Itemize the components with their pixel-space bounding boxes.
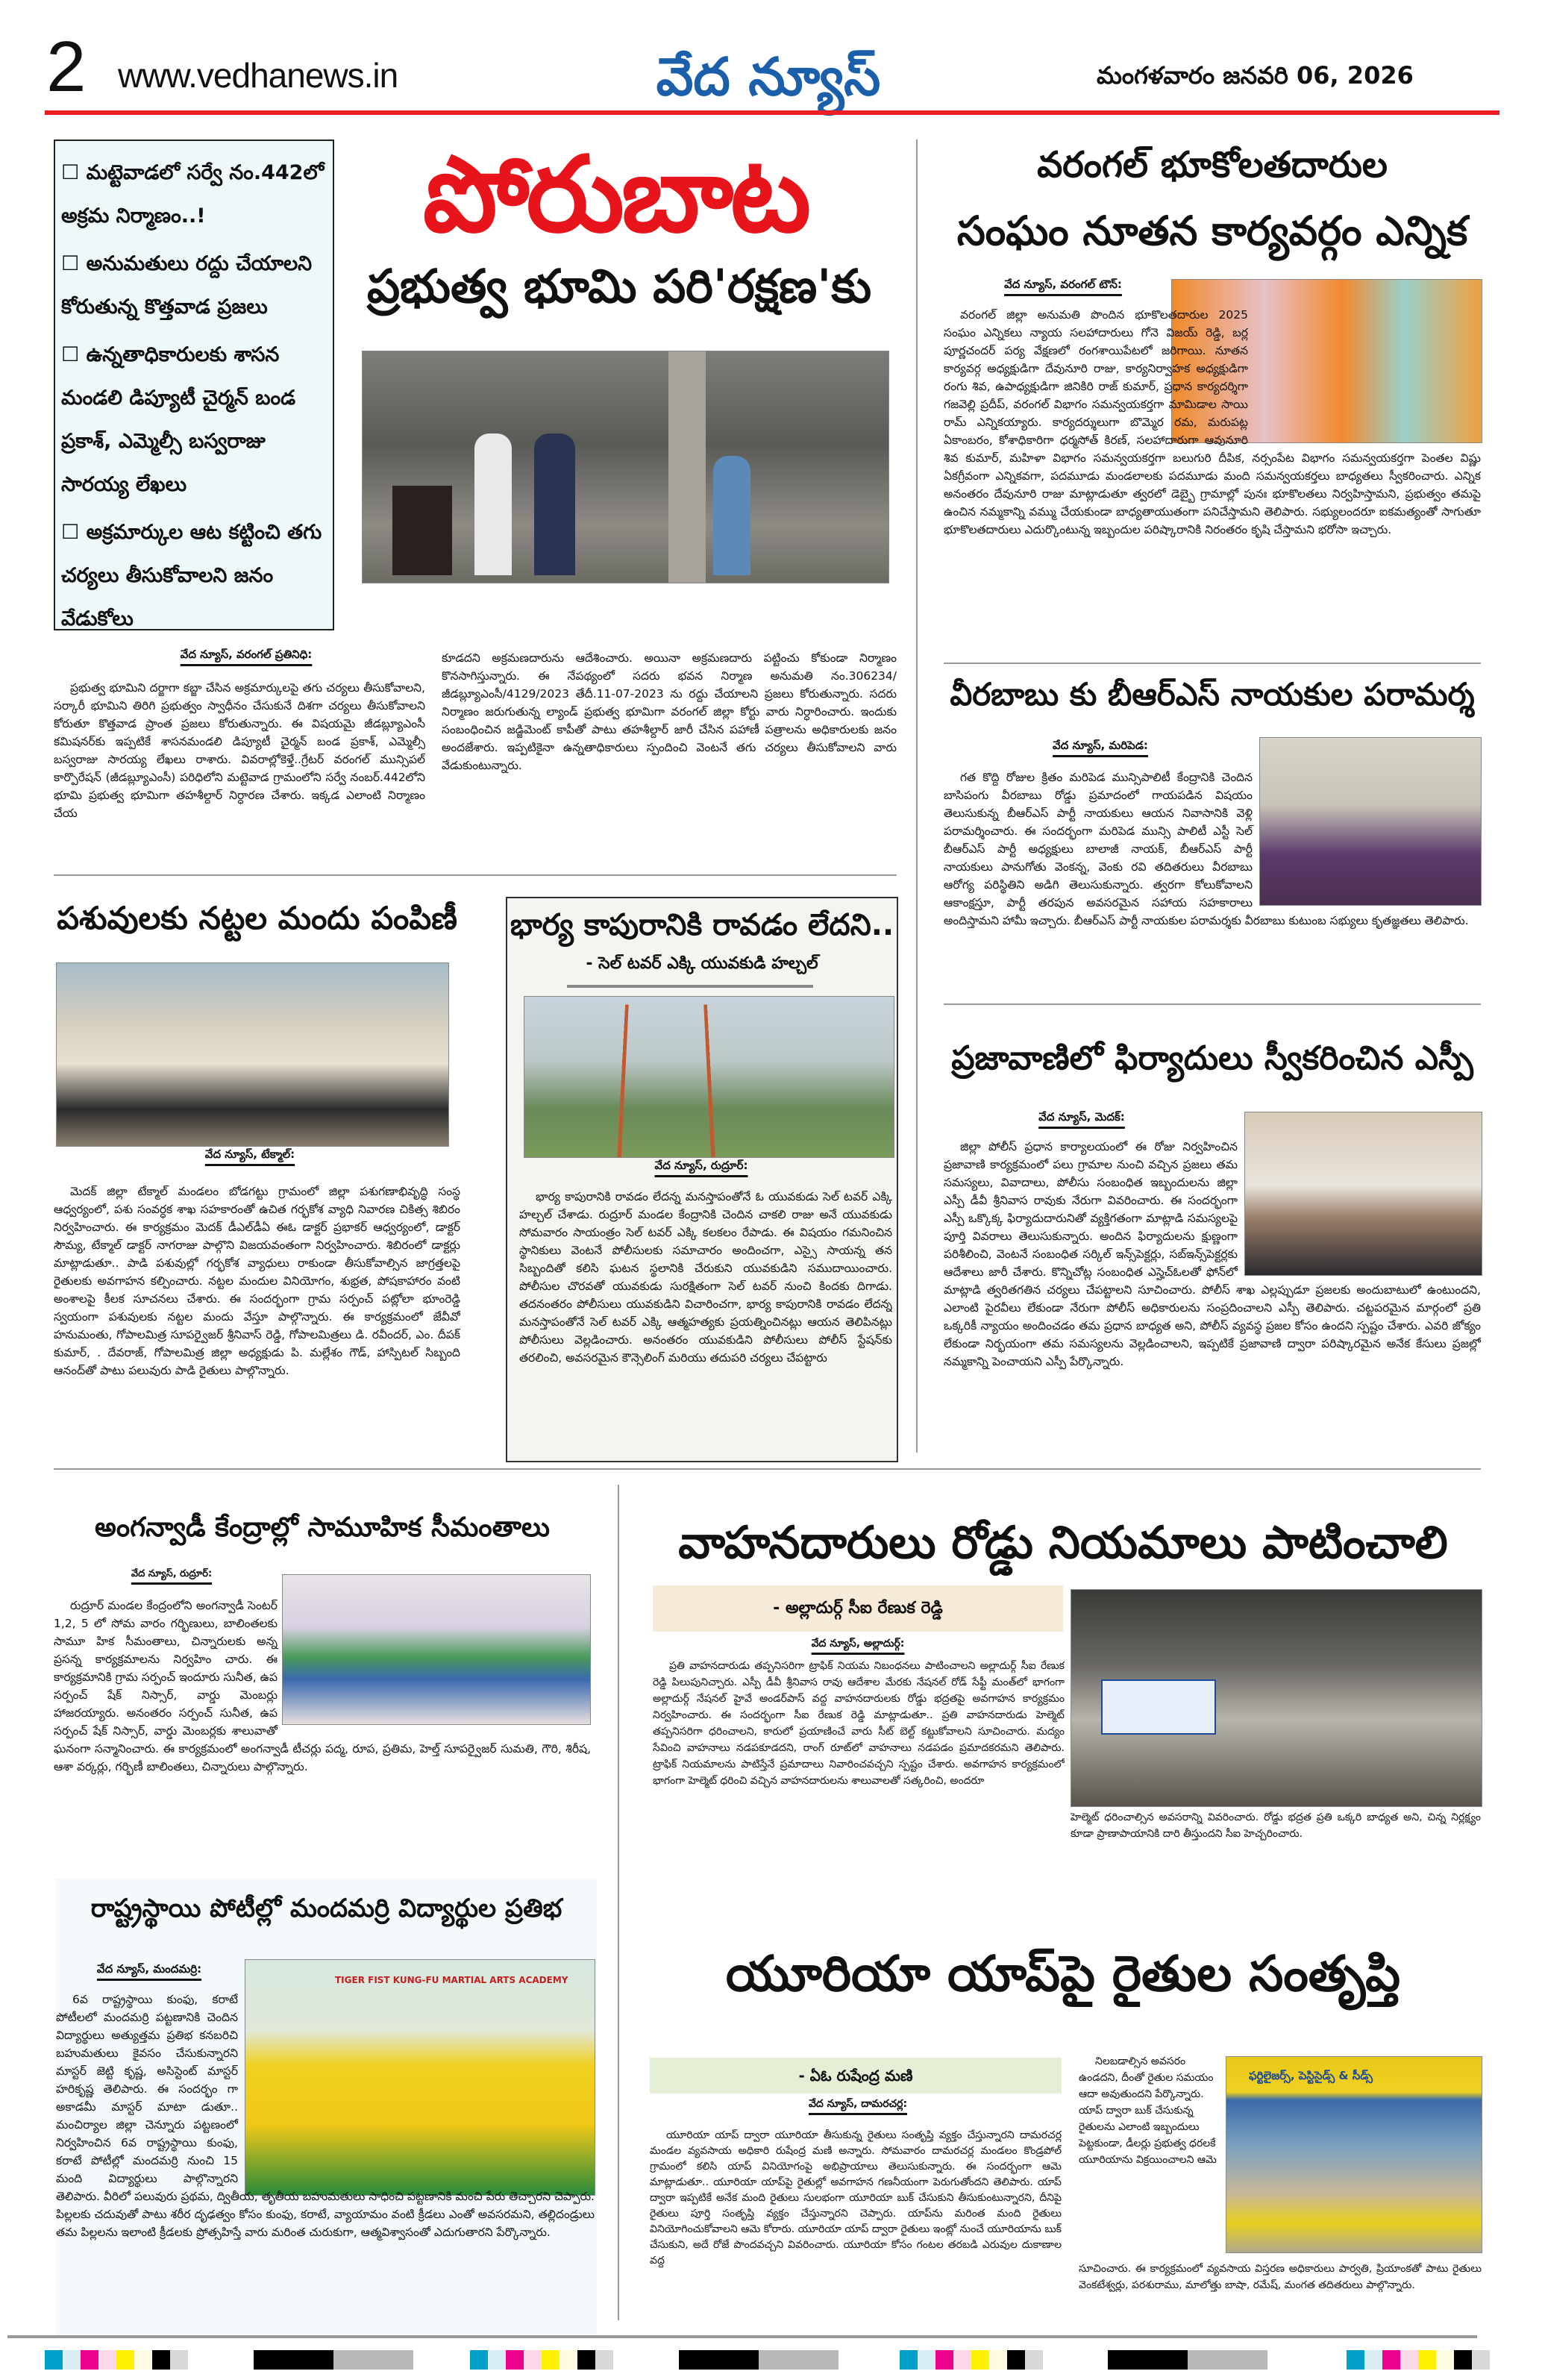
anganwadi-headline: అంగన్వాడీ కేంద్రాల్లో సామూహిక సీమంతాలు <box>95 1512 550 1543</box>
veerababu-body <box>944 768 1481 962</box>
urea-byline: వేద న్యూస్, దామరచర్ల: <box>808 2098 908 2110</box>
karate-body <box>56 1991 595 2326</box>
highlight-text: అనుమతులు రద్దు చేయాలని కోరుతున్న కొత్తవాడ ప్రజలు <box>61 252 313 319</box>
urea-body-side: నిలబడాల్సిన అవసరం ఉండదని, దీంతో రైతుల సమయం ఆదా అవుతుందని పేర్కొన్నారు. యాప్ ద్వారా బుక్ చేసుకున్న రైతులను ఎలాంటి ఇబ్బందులు పెట్టకుండా, డీలర్లు ప్రభుత్వ ధరలకే యూరియాను విక్రయించాలని ఆమె <box>1079 2055 1217 2166</box>
urea-body: యూరియా యాప్ ద్వారా యూరియా తీసుకున్న రైతులు సంతృప్తి వ్యక్తం చేస్తున్నారని దామరచర్ల మండల వ్యవసాయ అధికారి రుషేంద్ర మణి అన్నారు. సోమవారం దామరచర్ల మండలం కొండ్రపోల్ గ్రామంలో కలిసి యాప్ వినియోగంపై అభిప్రాయాలు తెలుసుకున్నారు. ఈ సందర్భంగా ఆమె మాట్లాడుతూ.. యూరియా యాప్‌పై రైతుల్లో అవగాహన గణనీయంగా పెరుగుతోందని తెలిపారు. యాప్ ద్వారా ఇప్పటికే అనేక మంది రైతులు సులభంగా యూరియా బుక్ చేసుకుని తీసుకుంటున్నారని, దీనిపై రైతులు పూర్తి సంతృప్తి వ్యక్తం చేస్తున్నారని చెప్పారు. యాప్‌ను మరింత మంది రైతులు వినియోగించుకోవాలని ఆమె కోరారు. యూరియా యాప్ ద్వారా రైతులు ఇంట్లో నుంచే యూరియాను బుక్ చేసుకుని, అదే రోజే పొందవచ్చని వివరించారు. యూరియా కోసం గంటల తరబడి ఎరువుల దుకాణాల వద్ద <box>650 2129 1062 2267</box>
lead-headline: పోరుబాట <box>422 134 809 256</box>
traffic-subheadline: - అల్లాదుర్గ్ సీఐ రేణుక రెడ్డి <box>653 1585 1063 1632</box>
column-divider <box>618 1485 619 2320</box>
karate-headline: రాష్ట్రస్థాయి పోటీల్లో మందమర్రి విద్యార్థుల ప్రతిభ <box>90 1894 562 1923</box>
highlight-item: ☐ మట్టెవాడలో సర్వే నం.442లో అక్రమ నిర్మాణం..! <box>61 161 325 228</box>
prajavani-byline: వేద న్యూస్, మెదక్: <box>1038 1110 1125 1124</box>
highlights-box <box>54 140 334 630</box>
traffic-body: ప్రతి వాహనదారుడు తప్పనిసరిగా ట్రాఫిక్ నియమ నిబంధనలు పాటించాలని అల్లాదుర్గ్ సీఐ రేణుక రెడ్డి పిలుపునిచ్చారు. ఎస్పీ డీవీ శ్రీనివాస రావు ఆదేశాల మేరకు నేషనల్ రోడ్ సేఫ్టీ మంత్‌లో భాగంగా అల్లాదుర్గ్ నేషనల్ హైవే అండర్‌పాస్ వద్ద వాహనదారులకు రోడ్డు భద్రతపై అవగాహన కార్యక్రమం నిర్వహించారు. ఈ సందర్భంగా సీఐ రేణుక రెడ్డి మాట్లాడుతూ.. ప్రతి వాహనదారుడు హెల్మెట్ తప్పనిసరిగా ధరించాలని, కారులో ప్రయాణించే వారు సీట్ బెల్ట్ కట్టుకోవాలని సూచించారు. మద్యం సేవించి వాహనాలు నడపకూడదని, రాంగ్ రూట్‌లో వాహనాలు నడపడం ప్రమాదకరమని తెలిపారు. ట్రాఫిక్ నియమాలను పాటిస్తేనే ప్రమాదాలు నివారించవచ్చని స్పష్టం చేశారు. అవగాహన కార్యక్రమంలో భాగంగా హెల్మెట్ ధరించి వచ్చిన వాహనదారులను శాలువాలతో సత్కరించి, అందరూ <box>653 1660 1065 1787</box>
tower-body: భార్య కాపురానికి రావడం లేదన్న మనస్తాపంతోనే ఓ యువకుడు సెల్ టవర్ ఎక్కి హల్చల్ చేశాడు. రుద్రూర్ మండల కేంద్రానికి చెందిన చాకలి రాజు అనే యువకుడు సోమవారం సాయంత్రం సెల్ టవర్ ఎక్కి కలకలం రేపాడు. ఈ విషయం గమనించిన స్థానికులు వెంటనే పోలీసులకు సమాచారం అందించగా, ఎస్సై సాయన్న తన సిబ్బందితో కలిసి ఘటన స్థలానికి చేరుకుని యువకుడిని సముదాయించారు. పోలీసుల చొరవతో యువకుడు సురక్షితంగా సెల్ టవర్ నుంచి కిందకు దిగాడు. తదనంతరం పోలీసులు యువకుడిని విచారించగా, భార్య కాపురానికి రావడం లేదన్న మనస్తాపంతోనే సెల్ టవర్ ఎక్కి ఆత్మహత్యకు ప్రయత్నించినట్లు ఆయన తెలిపినట్లు పోలీసులు వెల్లడించారు. అనంతరం యువకుడిని పోలీసులు పోలీస్ స్టేషన్‌కు తరలించి, అవసరమైన కౌన్సెలింగ్ మరియు తదుపరి చర్యలు చేపట్టారు <box>519 1190 892 1365</box>
photo-spacer <box>1253 768 1481 903</box>
lead-body-col1: ప్రభుత్వ భూమిని దర్జాగా కబ్జా చేసిన అక్రమార్కులపై తగు చర్యలు తీసుకోవాలని, సర్కారీ భూమిని తిరిగి ప్రభుత్వం స్వాధీనం చేసుకునే దిశగా చర్యలు తీసుకోవాలని కోరుతూ కొత్తవాడ ప్రాంత ప్రజలు కోరుతున్నారు. ఈ విషయమై జీడబ్ల్యూఎంసీ కమిషనర్‌కు ఇప్పటికే శాసనమండలి డిప్యూటీ చైర్మన్ బండ ప్రకాశ్, ఎమ్మెల్సీ బస్వరాజు సారయ్య లేఖలు రాశారు. వివరాల్లోకెళ్తే..గ్రేటర్ వరంగల్ మున్సిపల్ కార్పొరేషన్ (జీడబ్ల్యూఎంసీ) పరిధిలోని మట్టెవాడ గ్రామంలోని సర్వే నంబర్.442లోని భూమి ప్రభుత్వ భూమిగా తహశీల్దార్ నిర్ధారణ చేశారు. ఇక్కడ ఎలాంటి నిర్మాణం చేయ <box>54 681 425 820</box>
warangal-body-text: వరంగల్ జిల్లా అనుమతి పొందిన భూకొలతదారుల 2025 సంఘం ఎన్నికలు న్యాయ సలహాదారులు గోనె విజయ్ రెడ్డి, బర్ల పూర్ణచందర్ పర్య వేక్షణలో రంగశాయిపేటలో జరిగాయి. నూతన కార్యవర్గ అధ్యక్షుడిగా దేవునూరి రాజు, కార్యనిర్వాహక అధ్యక్షుడిగా రంగు శివ, ఉపాధ్యక్షుడిగా జినికిరి రాజ్ కుమార్, ప్రధాన కార్యదర్శిగా గజవెల్లి ప్రదీప్, వరంగల్ విభాగం సమన్వయకర్తగా మామిడాల సాయి రామ్ ఎన్నికయ్యారు. కార్యదర్శులుగా బొమ్మెర రమ, మరుపట్ల ఏకాంబరం, కోశాధికారిగా ధర్మసోత్ కిరణ్, సలహాదారుగా ఆవునూరి శివ కుమార్, మహిళా విభాగం సమన్వయకర్తగా బలుగురి దీపిక, నర్సంపేట విభాగం సమన్వయకర్తగా పెంతల విష్ణు ఏకగ్రీవంగా ఎన్నికవగా, పదమూడు మండలాలకు పదమూడు మంది సమన్వయకర్తలు బాధ్యతలు స్వీకరించారు. ఎన్నిక అనంతరం దేవునూరి రాజు మాట్లాడుతూ త్వరలో డెబ్బై గ్రామాల్లో పునః భూకొలతలు నిర్వహిస్తామని, ప్రభుత్వం తమపై ఉంచిన నమ్మకాన్ని వమ్ము చేయకుండా బాధ్యతాయుతంగా పనిచేస్తామని తెలిపారు. సభ్యులందరూ ఐకమత్యంతో సాగుతూ భూకొలతదారులు ఎదుర్కొంటున్న ఇబ్బందుల పరిష్కారానికి నిరంతరం కృషి చేస్తామని భరోసా ఇచ్చారు. <box>944 308 1481 536</box>
warangal-headline-2: సంఘం నూతన కార్యవర్గం ఎన్నిక <box>956 207 1468 254</box>
traffic-body-tail: హెల్మెట్ ధరించాల్సిన అవసరాన్ని వివరించారు. రోడ్డు భద్రత ప్రతి ఒక్కరి బాధ్యత అని, చిన్న నిర్లక్ష్యం కూడా ప్రాణాపాయానికి దారి తీస్తుందని సీఐ హెచ్చరించారు. <box>1071 1811 1481 1840</box>
photo-spacer <box>278 1597 591 1723</box>
color-bar-group <box>900 2350 1043 2370</box>
anganwadi-body-text: రుద్రూర్ మండల కేంద్రంలోని అంగన్వాడీ సెంటర్ 1,2, 5 లో సోమ వారం గర్భిణులు, బాలింతలకు సామూ హిక సీమంతాలు, చిన్నారులకు అన్న ప్రసన్న కార్యక్రమాలను నిర్వహిం చారు. ఈ కార్యక్రమానికి గ్రామ సర్పంచ్ ఇందూరు సునీత, ఉప సర్పంచ్ షేక్ నిస్సార్, వార్డు మెంబర్లు హాజరయ్యారు. అనంతరం సర్పంచ్ సునీత, ఉప సర్పంచ్ షేక్ నిస్సార్, వార్డు మెంబర్లకు శాలువాతో ఘనంగా సన్మానించారు. ఈ కార్యక్రమంలో అంగన్వాడీ టీచర్లు పద్మ, రూప, ప్రతిమ, హెల్త్ సూపర్వైజర్ సుమతి, గౌరి, శిరీష, ఆశా వర్కర్లు, గర్భిణీ బాలింతలు, చిన్నారులు పాల్గొన్నారు. <box>54 1599 591 1773</box>
urea-headline: యూరియా యాప్‌పై రైతుల సంతృప్తి <box>725 1945 1401 2002</box>
traffic-headline: వాహనదారులు రోడ్డు నియమాలు పాటించాలి <box>678 1517 1448 1569</box>
shop-sign: ఫర్టిలైజర్స్, పెస్టిసైడ్స్ & సీడ్స్ <box>1249 2069 1373 2082</box>
cattle-body: మెదక్ జిల్లా టేక్మాల్ మండలం బోడగట్టు గ్రామంలో జిల్లా పశుగణాభివృద్ధి సంస్థ ఆధ్వర్యంలో, పశు సంవర్ధక శాఖ సహకారంతో ఉచిత గర్భకోశ వ్యాధి నివారణ చికిత్స శిబిరం నిర్వహించారు. ఈ కార్యక్రమం మెదక్ డీఎల్‌డీఏ ఈఓ డాక్టర్ ప్రభాకర్ ఆధ్వర్యంలో, డాక్టర్ సౌమ్య, టేక్మాల్ డాక్టర్ నాగరాజు పాల్గొని విజయవంతంగా నిర్వహించారు. శిబిరంలో డాక్టర్లు మాట్లాడుతూ.. పాడి పశువుల్లో గర్భకోశ వ్యాధులు రాకుండా తీసుకోవాల్సిన జాగ్రత్తలపై రైతులకు అవగాహన కల్పించారు. నట్టల మందుల వినియోగం, శుభ్రత, పోషకాహారం వంటి అంశాలపై కీలక సూచనలు చేశారు. ఈ సందర్భంగా గ్రామ సర్పంచ్ పట్లోలా భూంరెడ్డి స్వయంగా పశువులకు నట్టల మందు వేస్తూ పాల్గొన్నారు. ఈ కార్యక్రమంలో జేవీవో హనుమంతు, గోపాలమిత్ర సూపర్వైజర్ శ్రీనివాస్ రెడ్డి, గోపాలమిత్రలు డి. రవీందర్, ఎం. దీపక్ కుమార్, . దేవరాజ్, గోపాలమిత్ర జిల్లా అధ్యక్షుడు పి. మల్లేశం గౌడ్, హాస్పిటల్ సిబ్బంది ఆనంద్‌తో పాటు పలువురు పాడి రైతులు పాల్గొన్నారు. <box>54 1185 460 1377</box>
masthead-logo: వేద న్యూస్ <box>656 46 881 107</box>
prajavani-body <box>944 1138 1481 1451</box>
tower-photo <box>524 996 894 1158</box>
gray-bar <box>1108 2350 1267 2370</box>
photo-spacer <box>1238 1138 1481 1274</box>
lead-byline: వేద న్యూస్, వరంగల్ ప్రతినిధి: <box>180 648 313 661</box>
tower-subheadline: - సెల్ టవర్ ఎక్కి యువకుడి హల్చల్ <box>586 954 818 973</box>
traffic-byline: వేద న్యూస్, అల్లాదుర్గ్: <box>811 1638 905 1650</box>
prajavani-headline: ప్రజావాణిలో ఫిర్యాదులు స్వీకరించిన ఎస్పీ <box>951 1039 1473 1077</box>
color-bar-group <box>45 2350 188 2370</box>
anganwadi-body <box>54 1597 591 1835</box>
gray-bar <box>254 2350 413 2370</box>
highlight-item: ☐ అక్రమార్కుల ఆట కట్టించి తగు చర్యలు తీసుకోవాలని జనం వేడుకోలు <box>61 521 322 630</box>
veerababu-byline: వేద న్యూస్, మరిపెడ: <box>1053 739 1148 752</box>
cattle-headline: పశువులకు నట్టల మందు పంపిణీ <box>57 900 457 936</box>
karate-body-text: 6వ రాష్ట్రస్థాయి కుంఫు, కరాటే పోటీలలో మందమర్రి పట్టణానికి చెందిన విద్యార్థులు అత్యుత్తమ ప్రతిభ కనబరిచి బహుమతులు కైవసం చేసుకున్నారని మాస్టర్ జెట్టి కృష్ణ, అసిస్టెంట్ మాస్టర్ హరికృష్ణ తెలిపారు. ఈ సందర్భం గా అకాడమీ మాస్టర్ మాటా డుతూ.. మంచిర్యాల జిల్లా చెన్నూరు పట్టణంలో నిర్వహించిన 6వ రాష్ట్రస్థాయి కుంఫు, కరాటే పోటీల్లో మందమర్రి నుంచి 15 మంది విద్యార్థులు పాల్గొన్నారని తెలిపారు. వీరిలో పలువురు ప్రథమ, ద్వితీయ, తృతీయ బహుమతులు సాధించి పట్టణానికి మంచి పేరు తెచ్చారని చెప్పారు. పిల్లలకు చదువుతో పాటు శరీర దృఢత్వం కోసం కుంఫు, కరాటే, వ్యాయామం వంటి క్రీడలు ఎంతో అవసరమని, తల్లిదండ్రులు తమ పిల్లలను ఇలాంటి క్రీడలకు ప్రోత్సహిస్తే వారు మరింత చురుకుగా, ఆత్మవిశ్వాసంతో ఎదుగుతారని పేర్కొన్నారు. <box>56 1993 595 2239</box>
highlight-text: మట్టెవాడలో సర్వే నం.442లో అక్రమ నిర్మాణం..! <box>61 161 325 228</box>
lead-subheadline: ప్రభుత్వ భూమి పరి'రక్షణ'కు <box>366 259 872 313</box>
website-url: www.vedhanews.in <box>118 56 398 95</box>
cattle-byline: వేద న్యూస్, టేక్మాల్: <box>204 1147 295 1161</box>
page-number: 2 <box>46 27 87 107</box>
divider <box>944 1003 1481 1005</box>
color-bar-group <box>470 2350 613 2370</box>
cattle-photo <box>56 962 449 1147</box>
urea-body-tail: సూచించారు. ఈ కార్యక్రమంలో వ్యవసాయ విస్తరణ అధికారులు పార్వతి, ప్రియాంకతో పాటు రైతులు వెంకటేశ్వర్లు, పరశురాము, మాలోత్తు బాషా, రమేష్, మంగత తదితరులు పాల్గొన్నారు. <box>1079 2263 1482 2291</box>
tower-byline: వేద న్యూస్, రుద్రూర్: <box>654 1159 748 1172</box>
highlight-item: ☐ అనుమతులు రద్దు చేయాలని కోరుతున్న కొత్తవాడ ప్రజలు <box>61 252 313 319</box>
highlight-text: ఉన్నతాధికారులకు శాసన మండలి డిప్యూటీ చైర్మన్ బండ ప్రకాశ్, ఎమ్మెల్సీ బస్వరాజు సారయ్య లేఖలు <box>61 343 296 496</box>
highlight-text: అక్రమార్కుల ఆట కట్టించి తగు చర్యలు తీసుకోవాలని జనం వేడుకోలు <box>61 521 322 630</box>
warangal-body <box>944 306 1481 634</box>
photo-spacer <box>238 1991 595 2186</box>
veerababu-body-text: గత కొద్ది రోజుల క్రితం మరిపెడ మున్సిపాలిటీ కేంద్రానికి చెందిన బాసిపంగు వీరబాబు రోడ్డు ప్రమాదంలో గాయపడిన విషయం తెలుసుకున్న బీఆర్ఎస్ పార్టీ నాయకులు ఆయన నివాసానికి వెళ్లి పరామర్శించారు. ఈ సందర్భంగా మరిపెడ మున్సి పాలిటీ ఎస్టీ సెల్ బీఆర్ఎస్ పార్టీ అధ్యక్షులు బాలాజీ నాయక్, బీఆర్ఎస్ పార్టీ నాయకులు పానుగోతు వెంకన్న, వెంకు రవి తదితరులు వీరబాబు ఆరోగ్య పరిస్థితిని అడిగి తెలుసుకున్నారు. త్వరగా కోలుకోవాలని ఆకాంక్షస్తూ, పార్టీ తరపున అవసరమైన సహాయ సహకారాలు అందిస్తామని హామీ ఇచ్చారు. బీఆర్ఎస్ పార్టీ నాయకుల పరామర్శకు వీరబాబు కుటుంబ సభ్యులు కృతజ్ఞతలు తెలిపారు. <box>944 771 1469 927</box>
issue-date: మంగళవారం జనవరి 06, 2026 <box>1097 61 1414 90</box>
photo-spacer <box>1248 306 1481 448</box>
gray-bar <box>679 2350 839 2370</box>
traffic-photo <box>1071 1589 1482 1807</box>
tower-headline: భార్య కాపురానికి రావడం లేదని.. <box>510 908 894 942</box>
divider <box>567 985 813 988</box>
masthead-rule <box>45 110 1499 115</box>
karate-banner-text: TIGER FIST KUNG-FU MARTIAL ARTS ACADEMY <box>335 1975 568 1985</box>
highlight-item: ☐ ఉన్నతాధికారులకు శాసన మండలి డిప్యూటీ చైర్మన్ బండ ప్రకాశ్, ఎమ్మెల్సీ బస్వరాజు సారయ్య లేఖలు <box>61 343 296 496</box>
divider <box>54 1468 1481 1470</box>
warangal-headline-1: వరంగల్ భూకోలతదారుల <box>1037 144 1388 186</box>
prajavani-body-text: జిల్లా పోలీస్ ప్రధాన కార్యాలయంలో ఈ రోజు నిర్వహించిన ప్రజావాణి కార్యక్రమంలో పలు గ్రామాల నుంచి వచ్చిన ప్రజలు తమ సమస్యలు, వివాదాలు, పోలీసు సంబంధిత ఇబ్బందులను జిల్లా ఎస్పీ డీవీ శ్రీనివాస రావుకు నేరుగా వివరించారు. ఈ సందర్భంగా ఎస్పీ ఒక్కొక్క ఫిర్యాదుదారునితో వ్యక్తిగతంగా మాట్లాడి సమస్యలపై పూర్తి వివరాలు తెలుసుకున్నారు. అందిన ఫిర్యాదులను క్షుణ్ణంగా పరిశీలించి, వెంటనే సంబంధిత సర్కిల్ ఇన్స్‌పెక్టర్లు, సబ్‌ఇన్స్‌పెక్టర్లకు ఆదేశాలు జారీ చేశారు. కొన్నిచోట్ల సంబంధిత ఎస్హెచ్ఓలతో ఫోన్‌లో మాట్లాడి త్వరితగతిన చర్యలు చేపట్టాలని సూచించారు. పోలీస్ శాఖ ఎల్లప్పుడూ ప్రజలకు అందుబాటులో ఉంటుందని, ఎలాంటి పైరవీలు లేకుండా నేరుగా పోలీస్ అధికారులను సంప్రదించాలని ఎస్పీ తెలిపారు. చట్టపరమైన మార్గంలో ప్రతి ఒక్కరికీ న్యాయం అందించడం తమ ప్రధాన బాధ్యత అని, పోలీస్ వ్యవస్థ ప్రజల కోసం ఉందని స్పష్టం చేశారు. ఎవరి జోక్యం లేకుండా నిర్భయంగా తమ సమస్యలను వెల్లడించాలని, ఇప్పటికే ప్రజావాణి ద్వారా పరిష్కారమైన అనేక కేసులు ప్రజల్లో నమ్మకాన్ని పెంచాయని ఎస్పీ పేర్కొన్నారు. <box>944 1140 1481 1368</box>
column-divider <box>916 140 918 1453</box>
warangal-byline: వేద న్యూస్, వరంగల్ టౌన్: <box>1004 278 1122 291</box>
color-bar-group <box>1347 2350 1490 2370</box>
urea-subheadline: - ఏఓ రుషేంద్ర మణి <box>650 2058 1062 2094</box>
veerababu-headline: వీరబాబు కు బీఆర్ఎస్ నాయకుల పరామర్శ <box>950 676 1475 713</box>
divider <box>944 663 1481 664</box>
divider <box>54 874 897 876</box>
lead-body-col2: కూడదని అక్రమణదారును ఆదేశించారు. అయినా అక్రమణదారు పట్టించు కోకుండా నిర్మాణం కొనసాగిస్తున్నారు. ఈ నేపథ్యంలో సదరు భవన నిర్మాణ అనుమతి నం.306234/జీడబ్ల్యూఎంసీ/4129/2023 తేదీ.11-07-2023 ను రద్దు చేయాలని ప్రజలు కోరుతున్నారు. సదరు నిర్మాణం జరుగుతున్న ల్యాండ్ ప్రభుత్వ భూమిగా వరంగల్ జిల్లా కోర్టు వారు నిర్ధారించారు. ఇందుకు సంబంధించిన జడ్జిమెంట్ కాపీతో పాటు తహశీల్దార్ జారీ చేసిన పహాణీ పత్రాలను అధికారులకు జనం అందజేశారు. ఇప్పటికైనా ఉన్నతాధికారులు స్పందించి వెంటనే తగు చర్యలు తీసుకోవాలని వారు వేడుకుంటున్నారు. <box>442 651 897 772</box>
print-color-bars <box>45 2350 1507 2370</box>
urea-photo <box>1226 2056 1482 2253</box>
anganwadi-byline: వేద న్యూస్, రుద్రూర్: <box>131 1568 213 1579</box>
lead-photo <box>362 351 889 583</box>
karate-byline: వేద న్యూస్, మందమర్రి: <box>96 1962 202 1976</box>
bottom-rule <box>7 2335 1477 2338</box>
